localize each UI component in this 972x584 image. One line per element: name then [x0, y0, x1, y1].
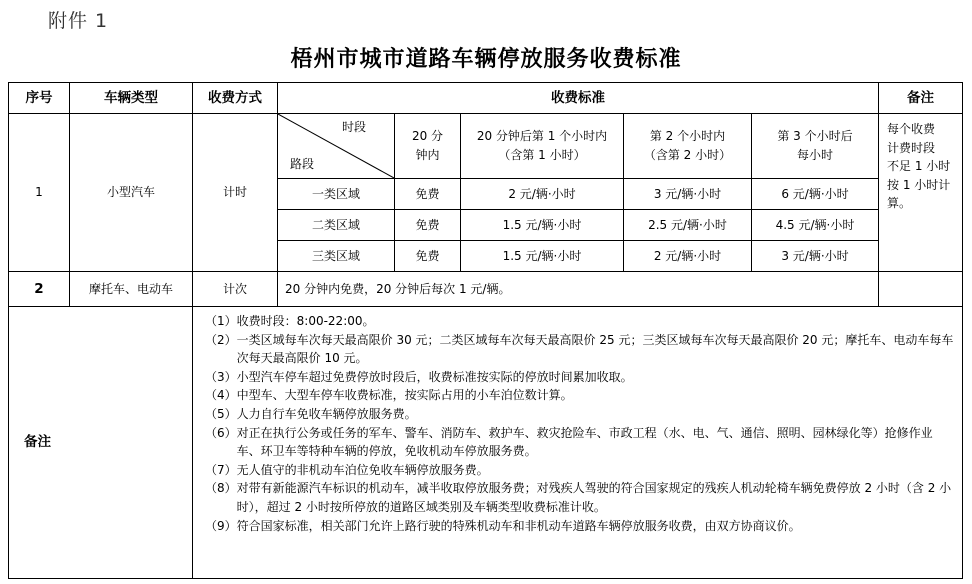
- zone-fee-col4: 6 元/辆·小时: [752, 179, 879, 210]
- diag-label-period: 时段: [341, 120, 366, 134]
- row2-method: 计次: [193, 272, 278, 307]
- note-item: （7） 无人值守的非机动车泊位免收车辆停放服务费。: [205, 462, 489, 477]
- header-remark: 备注: [879, 83, 963, 114]
- attachment-label: 附件 1: [48, 10, 109, 32]
- row2-remark: [879, 272, 963, 307]
- header-index: 序号: [9, 83, 70, 114]
- row2-index: 2: [9, 272, 70, 307]
- row1-vehicle-type: 小型汽车: [70, 114, 193, 272]
- header-standard: 收费标准: [278, 83, 879, 114]
- row1-method: 计时: [193, 114, 278, 272]
- note-item: （1） 收费时段：8:00-22:00。: [205, 314, 375, 328]
- zone-fee-col2: 2 元/辆·小时: [461, 179, 624, 210]
- zone-fee-col4: 4.5 元/辆·小时: [752, 210, 879, 241]
- zone-fee-col3: 2 元/辆·小时: [624, 241, 752, 272]
- note-item: （3） 小型汽车停车超过免费停放时段后，收费标准按实际的停放时间累加收取。: [205, 369, 633, 384]
- sub-header-col1: 20 分 钟内: [395, 114, 461, 179]
- zone-fee-col2: 1.5 元/辆·小时: [461, 210, 624, 241]
- zone-name: 一类区域: [278, 179, 395, 210]
- zone-name: 三类区域: [278, 241, 395, 272]
- header-vehicle-type: 车辆类型: [70, 83, 193, 114]
- zone-fee-col1: 免费: [395, 241, 461, 272]
- row1-index: 1: [9, 114, 70, 272]
- row2: [9, 272, 963, 307]
- sub-header-col3: 第 2 个小时内 （含第 2 小时）: [624, 114, 752, 179]
- row1-remark: 每个收费 计费时段 不足 1 小时 按 1 小时计 算。: [879, 114, 963, 272]
- row2-vehicle-type: 摩托车、电动车: [70, 272, 193, 307]
- diagonal-header-cell: [278, 114, 395, 179]
- notes-content: [193, 307, 963, 579]
- zone-name: 二类区域: [278, 210, 395, 241]
- sub-header-row: [9, 114, 963, 179]
- document-title: 梧州市城市道路车辆停放服务收费标准: [290, 47, 682, 72]
- zone-fee-col2: 1.5 元/辆·小时: [461, 241, 624, 272]
- note-item: （4） 中型车、大型车停车收费标准，按实际占用的小车泊位数计算。: [205, 388, 573, 403]
- notes-label: 备注: [9, 307, 193, 579]
- header-method: 收费方式: [193, 83, 278, 114]
- note-item: （2） 一类区域每车次每天最高限价 30 元；二类区域每车次每天最高限价 25 元；三类区域每车次每天最高限价 20 元；摩托车、电动车每车次每天最高限价 10 元。: [205, 332, 954, 366]
- note-item: （9） 符合国家标准，相关部门允许上路行驶的特殊机动车和非机动车道路车辆停放服务收费，由双方协商议价。: [205, 518, 801, 533]
- zone-fee-col1: 免费: [395, 210, 461, 241]
- zone-fee-col1: 免费: [395, 179, 461, 210]
- note-item: （6） 对正在执行公务或任务的军车、警车、消防车、救护车、救灾抢险车、市政工程（水、电、气、通信、照明、园林绿化等）抢修作业车、环卫车等特种车辆的停放，免收机动车停放服务费。: [205, 425, 933, 459]
- row2-standard: 20 分钟内免费，20 分钟后每次 1 元/辆。: [278, 272, 879, 307]
- header-row: [9, 83, 963, 114]
- zone-fee-col3: 3 元/辆·小时: [624, 179, 752, 210]
- sub-header-col4: 第 3 个小时后 每小时: [752, 114, 879, 179]
- fee-table: [8, 82, 963, 579]
- note-item: （5） 人力自行车免收车辆停放服务费。: [205, 406, 417, 421]
- note-item: （8） 对带有新能源汽车标识的机动车，减半收取停放服务费；对残疾人驾驶的符合国家规定的残疾人机动轮椅车辆免费停放 2 小时（含 2 小时），超过 2 小时按所停放的道路区域类别及车辆类型收费标准计收。: [205, 481, 952, 514]
- diag-label-section: 路段: [290, 157, 315, 172]
- notes-row: [9, 307, 963, 579]
- zone-fee-col3: 2.5 元/辆·小时: [624, 210, 752, 241]
- sub-header-col2: 20 分钟后第 1 个小时内 （含第 1 小时）: [461, 114, 624, 179]
- zone-fee-col4: 3 元/辆·小时: [752, 241, 879, 272]
